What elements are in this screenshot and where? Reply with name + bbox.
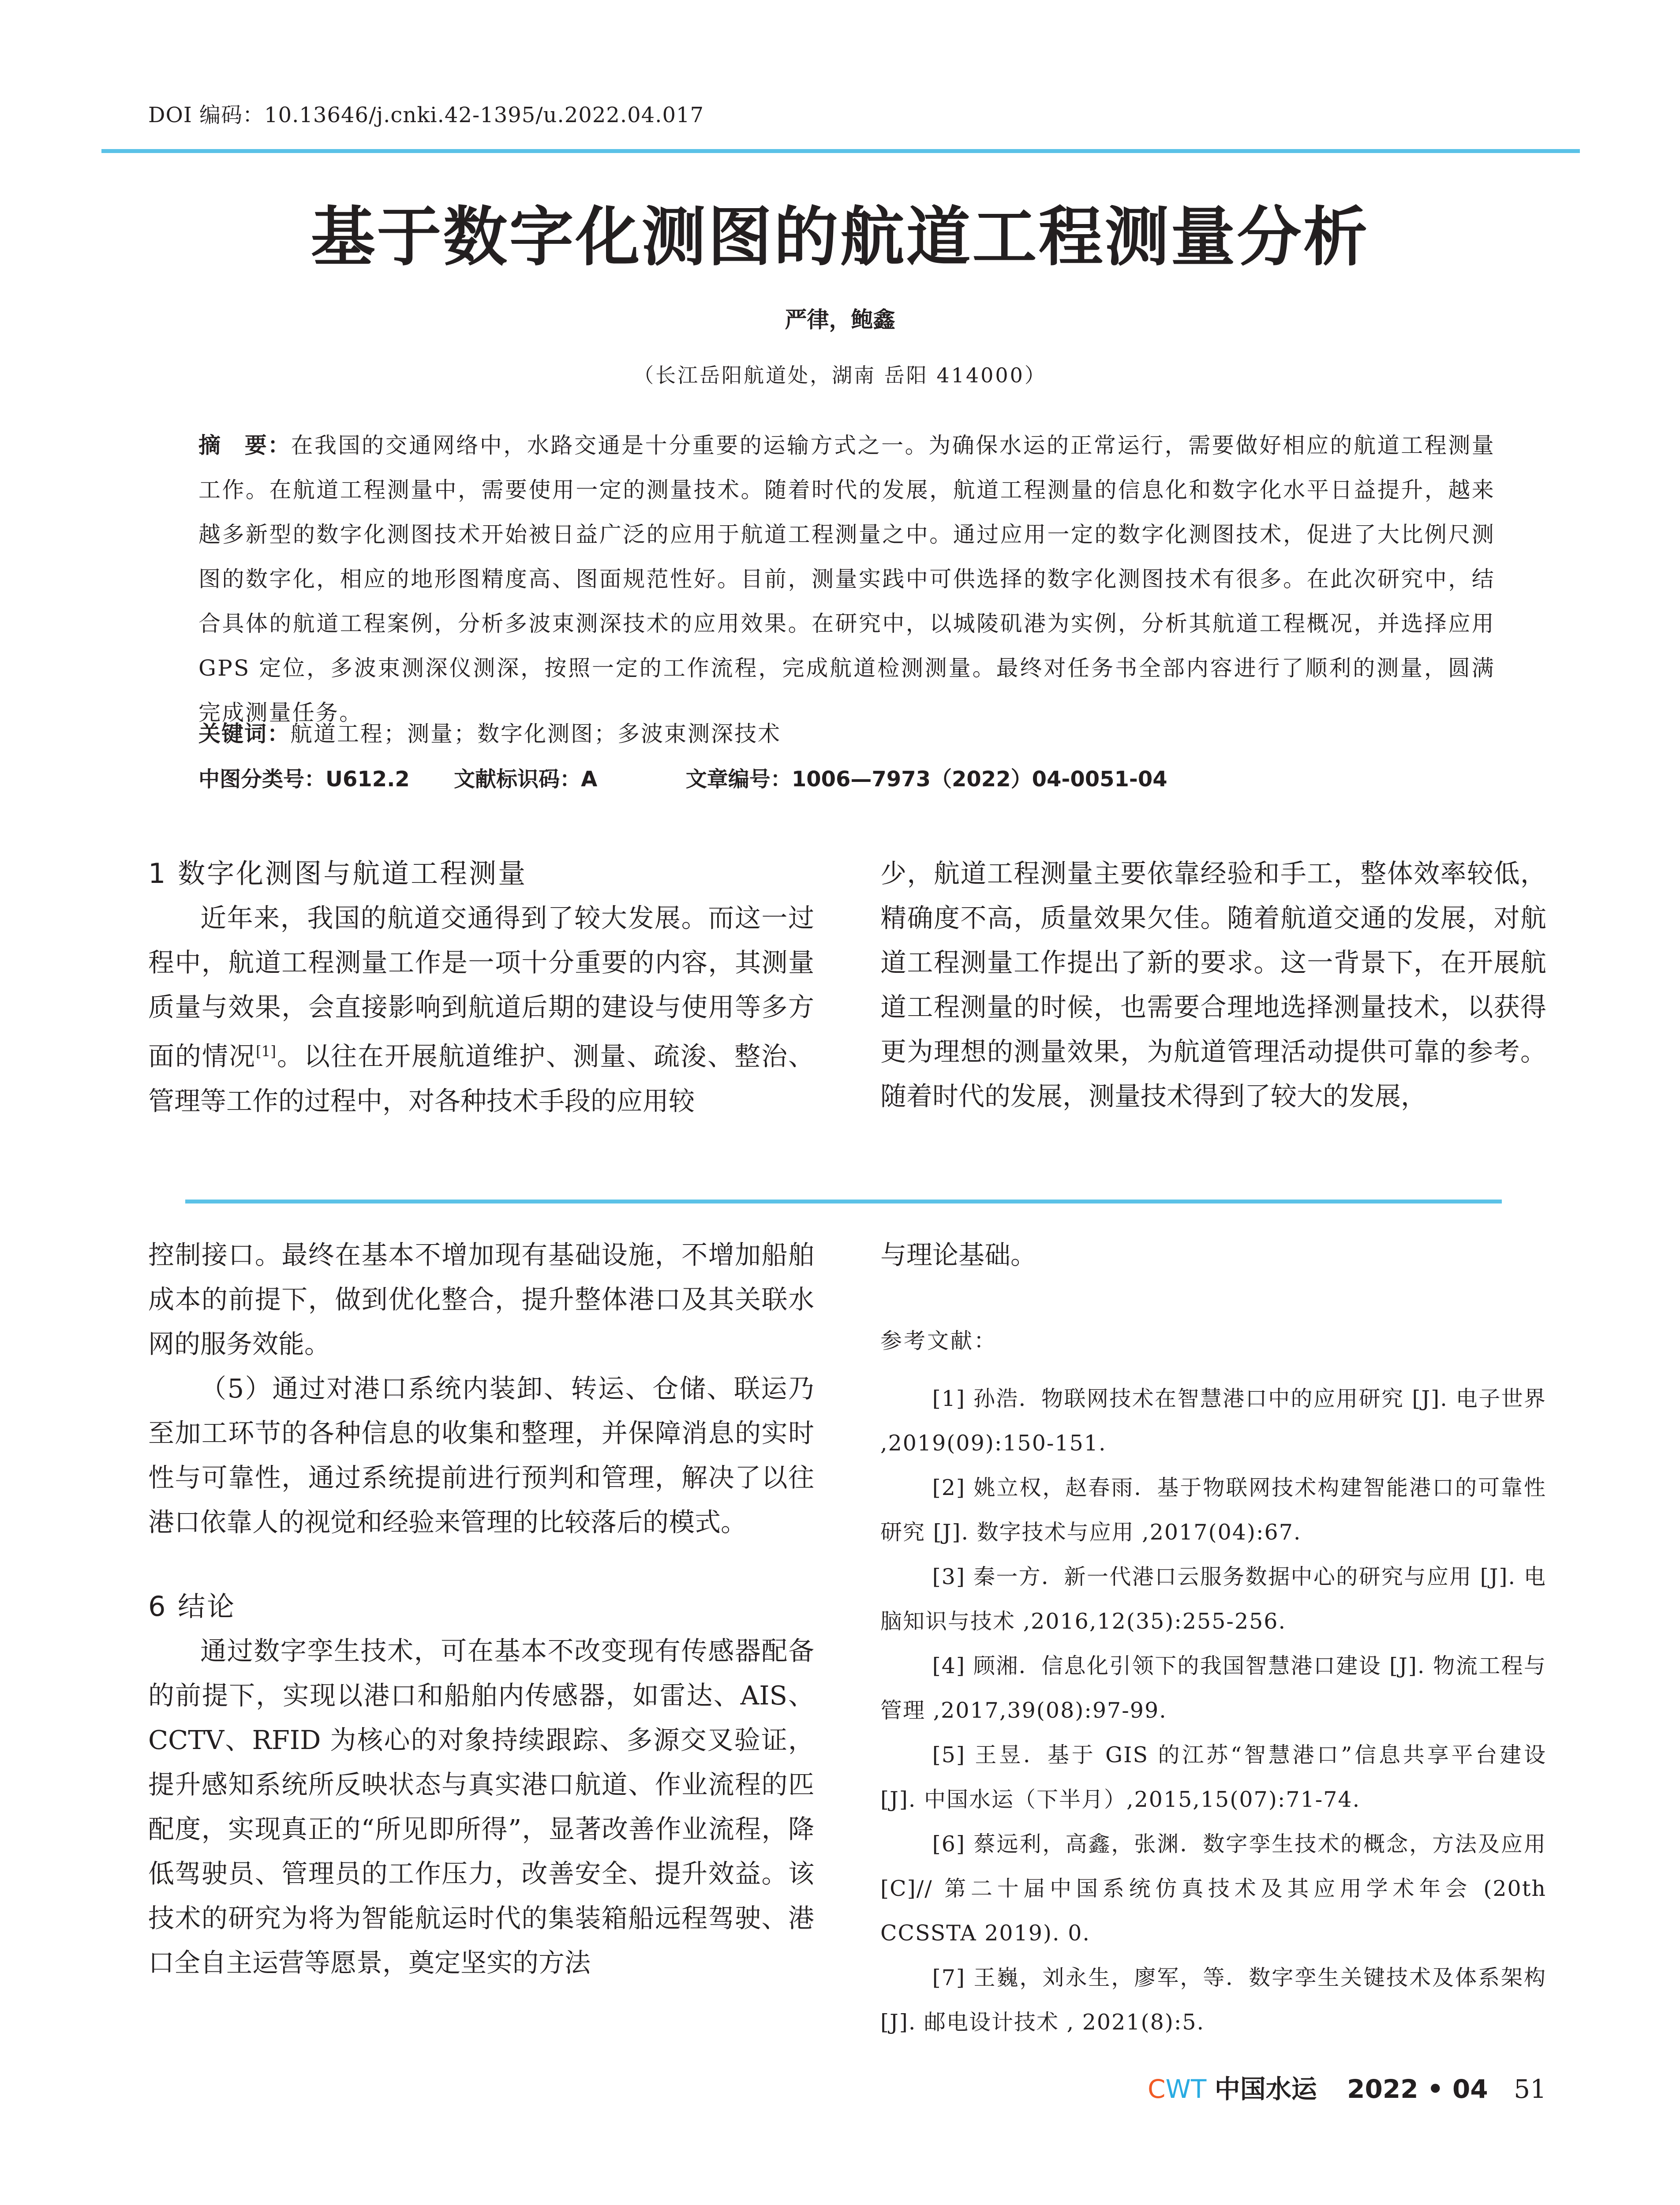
doc-label: 文献标识码： — [454, 767, 581, 792]
middle-divider — [185, 1200, 1502, 1203]
section1-continued: 少，航道工程测量主要依靠经验和手工，整体效率较低，精确度不高，质量效果欠佳。随着航道交通的发展，对航道工程测量工作提出了新的要求。这一背景下，在开展航道工程测量的时候，也需要合理地选择测量技术，以获得更为理想的测量效果，为航道管理活动提供可靠的参考。随着时代的发展，测量技术得到了较大的发展， — [880, 858, 1546, 1111]
section1-text-a: 近年来，我国的航道交通得到了较大发展。而这一过程中，航道工程测量工作是一项十分重要的内容，其测量质量与效果，会直接影响到航道后期的建设与使用等多方面的情况 — [148, 903, 814, 1072]
lower-left-column — [148, 1233, 814, 1985]
reference-item: [1] 孙浩．物联网技术在智慧港口中的应用研究 [J]. 电子世界 ,2019(09):150-151. — [880, 1386, 1546, 1456]
section1-right — [880, 851, 1546, 1118]
logo-wt: WT — [1165, 2074, 1207, 2104]
page-number: 51 — [1514, 2074, 1546, 2104]
doi-line: DOI 编码：10.13646/j.cnki.42-1395/u.2022.04.017 — [148, 103, 704, 127]
conclusion-paragraph: 通过数字孪生技术，可在基本不改变现有传感器配备的前提下，实现以港口和船舶内传感器，如雷达、AIS、CCTV、RFID 为核心的对象持续跟踪、多源交叉验证，提升感知系统所反映状态与真实港口航道、作业流程的匹配度，实现真正的“所见即所得”，显著改善作业流程，降低驾驶员、管理员的工作压力，改善安全、提升效益。该技术的研究为将为智能航运时代的集装箱船远程驾驶、港口全自主运营等愿景，奠定坚实的方法 — [148, 1636, 814, 1978]
article-no-value: 1006—7973（2022）04-0051-04 — [791, 767, 1167, 792]
citation: [1] — [256, 1043, 276, 1060]
reference-item: [7] 王巍，刘永生，廖军，等．数字孪生关键技术及体系架构 [J]. 邮电设计技术 , 2021(8):5. — [880, 1965, 1546, 2035]
paragraph-item-5: （5）通过对港口系统内装卸、转运、仓储、联运乃至加工环节的各种信息的收集和整理，并保障消息的实时性与可靠性，通过系统提前进行预判和管理，解决了以往港口依靠人的视觉和经验来管理的比较落后的模式。 — [148, 1373, 814, 1537]
lower-right-top — [880, 1233, 1546, 1277]
affiliation: （长江岳阳航道处，湖南 岳阳 414000） — [633, 363, 1047, 387]
reference-item: [6] 蔡远利，高鑫，张渊．数字孪生技术的概念，方法及应用 [C]// 第二十届中国系统仿真技术及其应用学术年会 (20th CCSSTA 2019). 0. — [880, 1831, 1546, 1946]
section1-left — [148, 851, 814, 1123]
abstract-text: 在我国的交通网络中，水路交通是十分重要的运输方式之一。为确保水运的正常运行，需要做好相应的航道工程测量工作。在航道工程测量中，需要使用一定的测量技术。随着时代的发展，航道工程测量的信息化和数字化水平日益提升，越来越多新型的数字化测图技术开始被日益广泛的应用于航道工程测量之中。通过应用一定的数字化测图技术，促进了大比例尺测图的数字化，相应的地形图精度高、图面规范性好。目前，测量实践中可供选择的数字化测图技术有很多。在此次研究中，结合具体的航道工程案例，分析多波束测深技术的应用效果。在研究中，以城陵矶港为实例，分析其航道工程概况，并选择应用 GPS 定位，多波束测深仪测深，按照一定的工作流程，完成航道检测测量。最终对任务书全部内容进行了顺利的测量，圆满完成测量任务。 — [198, 433, 1496, 725]
reference-item: [2] 姚立权，赵春雨．基于物联网技术构建智能港口的可靠性研究 [J]. 数字技术与应用 ,2017(04):67. — [880, 1475, 1546, 1545]
doc-value: A — [581, 767, 598, 792]
journal-name: 中国水运 — [1214, 2074, 1317, 2104]
section6-heading: 6 结论 — [148, 1590, 236, 1622]
abstract — [198, 423, 1495, 735]
paragraph-theory: 与理论基础。 — [880, 1240, 1037, 1270]
issue-number: 2022 • 04 — [1347, 2074, 1488, 2104]
section1-text-b: 。以往在开展航道维护、测量、疏浚、整治、管理等工作的过程中，对各种技术手段的应用较 — [148, 1041, 814, 1116]
clc-value: U612.2 — [326, 767, 410, 792]
reference-item: [3] 秦一方．新一代港口云服务数据中心的研究与应用 [J]. 电脑知识与技术 ,2016,12(35):255-256. — [880, 1564, 1546, 1634]
references — [880, 1319, 1546, 2044]
keywords — [198, 716, 781, 748]
abstract-label: 摘 要： — [198, 433, 291, 458]
reference-item: [4] 顾湘．信息化引领下的我国智慧港口建设 [J]. 物流工程与管理 ,2017,39(08):97-99. — [880, 1653, 1546, 1723]
paragraph-control-interface: 控制接口。最终在基本不增加现有基础设施，不增加船舶成本的前提下，做到优化整合，提升整体港口及其关联水网的服务效能。 — [148, 1240, 814, 1359]
article-no-label: 文章编号： — [685, 767, 792, 792]
keywords-label: 关键词： — [198, 721, 290, 747]
reference-item: [5] 王昱．基于 GIS 的江苏“智慧港口”信息共享平台建设 [J]. 中国水运（下半月）,2015,15(07):71-74. — [880, 1742, 1546, 1812]
page-footer — [1148, 2068, 1546, 2105]
authors: 严律，鲍鑫 — [785, 307, 895, 333]
article-title: 基于数字化测图的航道工程测量分析 — [311, 199, 1369, 275]
references-heading: 参考文献： — [880, 1328, 998, 1353]
logo-c: C — [1147, 2074, 1166, 2104]
classification-line — [198, 762, 1167, 792]
top-divider — [101, 149, 1580, 153]
section1-heading: 1 数字化测图与航道工程测量 — [148, 857, 528, 889]
clc-label: 中图分类号： — [198, 767, 326, 792]
keywords-text: 航道工程；测量；数字化测图；多波束测深技术 — [290, 721, 781, 747]
section1-paragraph — [148, 896, 814, 1123]
